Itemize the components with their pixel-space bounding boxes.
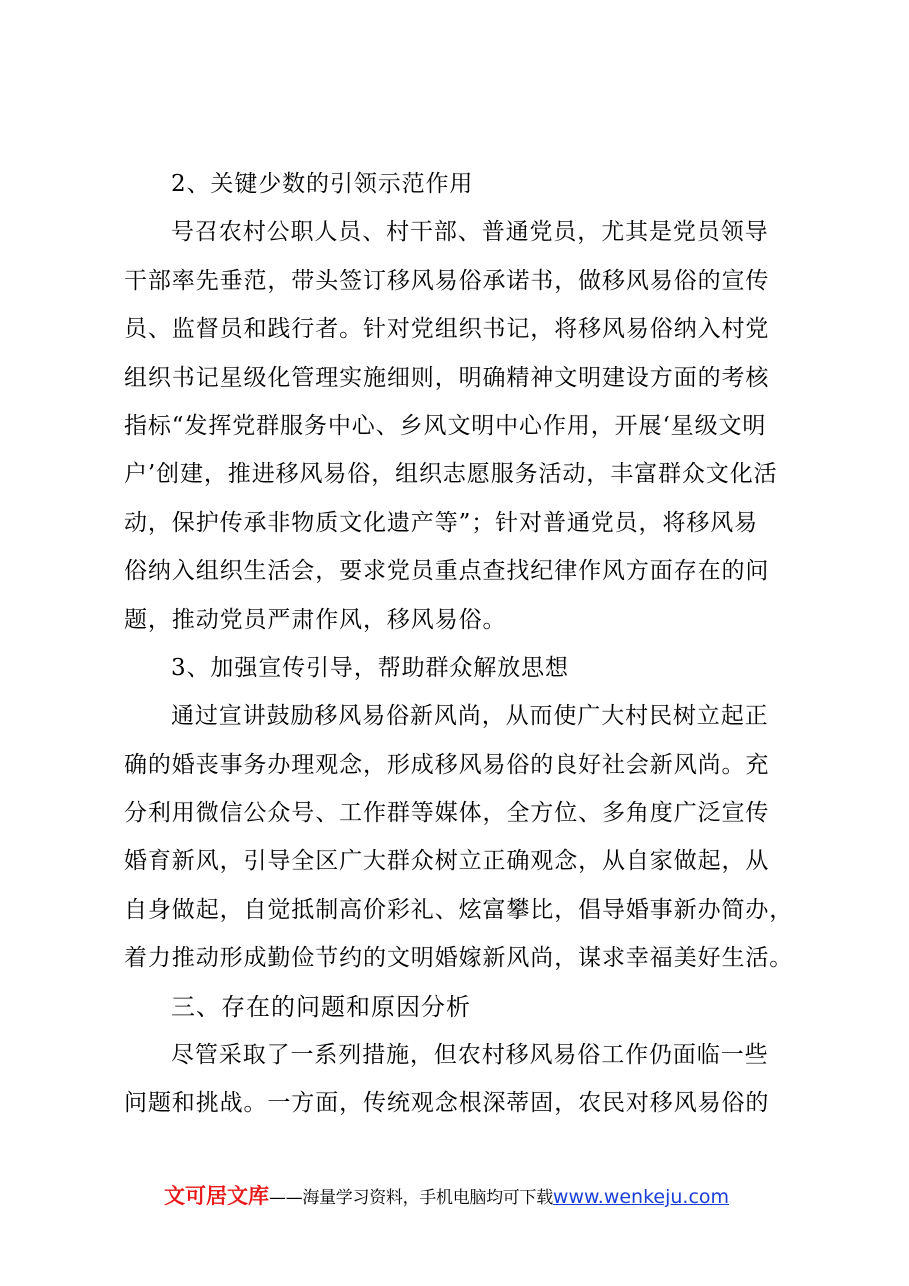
paragraph-line: 指标“发挥党群服务中心、乡风文明中心作用，开展‘星级文明: [124, 412, 767, 439]
footer-banner: [164, 1180, 804, 1212]
chapter-heading: 三、存在的问题和原因分析: [171, 992, 471, 1021]
paragraph-line: 自身做起，自觉抵制高价彩礼、炫富攀比，倡导婚事新办简办，: [124, 896, 794, 923]
paragraph-line: 尽管采取了一系列措施，但农村移风易俗工作仍面临一些: [171, 1042, 769, 1069]
paragraph-line: 婚育新风，引导全区广大群众树立正确观念，从自家做起，从: [124, 848, 770, 875]
paragraph-line: 干部率先垂范，带头签订移风易俗承诺书，做移风易俗的宣传: [124, 267, 770, 294]
paragraph-line: 号召农村公职人员、村干部、普通党员，尤其是党员领导: [171, 219, 769, 246]
paragraph-line: 户’创建，推进移风易俗，组织志愿服务活动，丰富群众文化活: [124, 461, 778, 488]
paragraph-line: 题，推动党员严肃作风，移风易俗。: [124, 606, 507, 633]
section-heading: 3、加强宣传引导，帮助群众解放思想: [171, 654, 569, 681]
paragraph-line: 分利用微信公众号、工作群等媒体，全方位、多角度广泛宣传: [124, 800, 770, 827]
paragraph-line: 组织书记星级化管理实施细则，明确精神文明建设方面的考核: [124, 364, 770, 391]
document-body: [124, 160, 794, 1128]
section-heading: 2、关键少数的引领示范作用: [171, 171, 474, 197]
paragraph-line: 动，保护传承非物质文化遗产等”；针对普通党员，将移风易: [124, 509, 759, 536]
footer-tagline: ——海量学习资料，手机电脑均可下载: [269, 1188, 553, 1208]
paragraph-line: 着力推动形成勤俭节约的文明婚嫁新风尚，谋求幸福美好生活。: [124, 945, 794, 972]
paragraph-line: 问题和挑战。一方面，传统观念根深蒂固，农民对移风易俗的: [124, 1090, 770, 1117]
paragraph-line: 通过宣讲鼓励移风易俗新风尚，从而使广大村民树立起正: [171, 703, 769, 730]
footer-website-link[interactable]: www.wenkeju.com: [552, 1186, 730, 1208]
footer-brand: 文可居文库: [164, 1184, 269, 1208]
paragraph-line: 俗纳入组织生活会，要求党员重点查找纪律作风方面存在的问: [124, 558, 770, 585]
paragraph-line: 确的婚丧事务办理观念，形成移风易俗的良好社会新风尚。充: [124, 751, 770, 778]
paragraph-line: 员、监督员和践行者。针对党组织书记，将移风易俗纳入村党: [124, 316, 770, 343]
